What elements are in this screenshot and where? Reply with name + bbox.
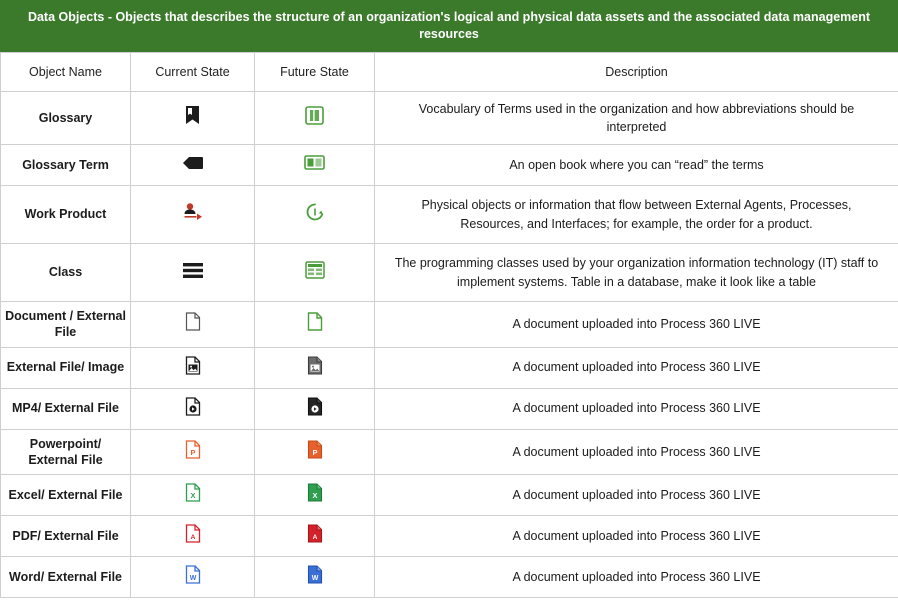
object-name: MP4/ External File <box>1 388 131 429</box>
object-description: An open book where you can “read” the terms <box>375 145 898 186</box>
page-title: Data Objects - Objects that describes the structure of an organization's logical and physical data assets and the associated data management resources <box>0 0 898 52</box>
svg-text:X: X <box>189 491 196 500</box>
excel-file-green-icon <box>307 483 323 502</box>
pdf-file-red-icon <box>307 524 323 543</box>
svg-text:A: A <box>312 534 317 541</box>
future-state-icon-cell <box>255 91 375 144</box>
svg-text:A: A <box>190 534 195 541</box>
excel-file-outline-icon <box>185 483 201 502</box>
future-state-icon-cell <box>255 475 375 516</box>
book-green-icon <box>305 106 324 125</box>
future-state-icon-cell <box>255 347 375 388</box>
current-state-icon-cell <box>131 429 255 475</box>
object-description: A document uploaded into Process 360 LIVE <box>375 388 898 429</box>
column-header-future-state: Future State <box>255 52 375 91</box>
svg-text:P: P <box>311 447 318 457</box>
document-green-icon <box>307 312 323 331</box>
object-description: A document uploaded into Process 360 LIVE <box>375 557 898 598</box>
current-state-icon-cell <box>131 388 255 429</box>
object-name: Class <box>1 244 131 302</box>
tag-black-icon <box>182 156 204 170</box>
object-name: Word/ External File <box>1 557 131 598</box>
data-objects-table <box>0 52 898 598</box>
future-state-icon-cell <box>255 388 375 429</box>
current-state-icon-cell <box>131 186 255 244</box>
cycle-green-icon <box>305 202 325 222</box>
column-header-object-name: Object Name <box>1 52 131 91</box>
object-name: External File/ Image <box>1 347 131 388</box>
object-name: PDF/ External File <box>1 516 131 557</box>
object-name: Glossary <box>1 91 131 144</box>
document-outline-icon <box>185 312 201 331</box>
person-output-red-icon <box>182 202 204 222</box>
object-description: Physical objects or information that flow between External Agents, Processes, Resources, and Interfaces; for example, the order for a product. <box>375 186 898 244</box>
svg-text:W: W <box>189 575 196 582</box>
table-row <box>1 557 898 598</box>
table-row <box>1 302 898 348</box>
future-state-icon-cell <box>255 429 375 475</box>
image-file-black-icon <box>185 356 201 375</box>
table-row <box>1 475 898 516</box>
object-name: Document / External File <box>1 302 131 348</box>
table-row <box>1 91 898 144</box>
object-description: The programming classes used by your organization information technology (IT) staff to implement systems. Table in a database, make it look like a table <box>375 244 898 302</box>
current-state-icon-cell <box>131 302 255 348</box>
future-state-icon-cell <box>255 145 375 186</box>
table-row <box>1 429 898 475</box>
object-description: A document uploaded into Process 360 LIVE <box>375 516 898 557</box>
book-black-icon <box>184 105 201 125</box>
object-description: A document uploaded into Process 360 LIVE <box>375 347 898 388</box>
svg-text:X: X <box>311 491 318 500</box>
future-state-icon-cell <box>255 302 375 348</box>
video-file-dark-icon <box>307 397 323 416</box>
table-row <box>1 244 898 302</box>
object-description: A document uploaded into Process 360 LIVE <box>375 302 898 348</box>
stacked-bars-black-icon <box>182 262 204 279</box>
current-state-icon-cell <box>131 145 255 186</box>
table-row <box>1 145 898 186</box>
powerpoint-file-outline-icon <box>185 440 201 459</box>
object-name: Work Product <box>1 186 131 244</box>
current-state-icon-cell <box>131 347 255 388</box>
powerpoint-file-orange-icon <box>307 440 323 459</box>
table-row <box>1 516 898 557</box>
table-row <box>1 347 898 388</box>
object-name: Excel/ External File <box>1 475 131 516</box>
future-state-icon-cell <box>255 186 375 244</box>
svg-text:P: P <box>189 447 196 457</box>
current-state-icon-cell <box>131 557 255 598</box>
open-book-green-icon <box>304 154 325 171</box>
table-row <box>1 186 898 244</box>
table-header-row <box>1 52 898 91</box>
video-file-black-icon <box>185 397 201 416</box>
svg-text:W: W <box>311 575 318 582</box>
current-state-icon-cell <box>131 244 255 302</box>
future-state-icon-cell <box>255 244 375 302</box>
column-header-description: Description <box>375 52 898 91</box>
object-name: Glossary Term <box>1 145 131 186</box>
current-state-icon-cell <box>131 516 255 557</box>
object-description: A document uploaded into Process 360 LIVE <box>375 475 898 516</box>
future-state-icon-cell <box>255 557 375 598</box>
word-file-blue-icon <box>307 565 323 584</box>
object-description: Vocabulary of Terms used in the organization and how abbreviations should be interpreted <box>375 91 898 144</box>
object-description: A document uploaded into Process 360 LIVE <box>375 429 898 475</box>
image-file-gray-icon <box>307 356 323 375</box>
object-name: Powerpoint/ External File <box>1 429 131 475</box>
pdf-file-outline-icon <box>185 524 201 543</box>
future-state-icon-cell <box>255 516 375 557</box>
current-state-icon-cell <box>131 475 255 516</box>
column-header-current-state: Current State <box>131 52 255 91</box>
table-green-icon <box>305 261 325 279</box>
word-file-outline-icon <box>185 565 201 584</box>
table-row <box>1 388 898 429</box>
current-state-icon-cell <box>131 91 255 144</box>
